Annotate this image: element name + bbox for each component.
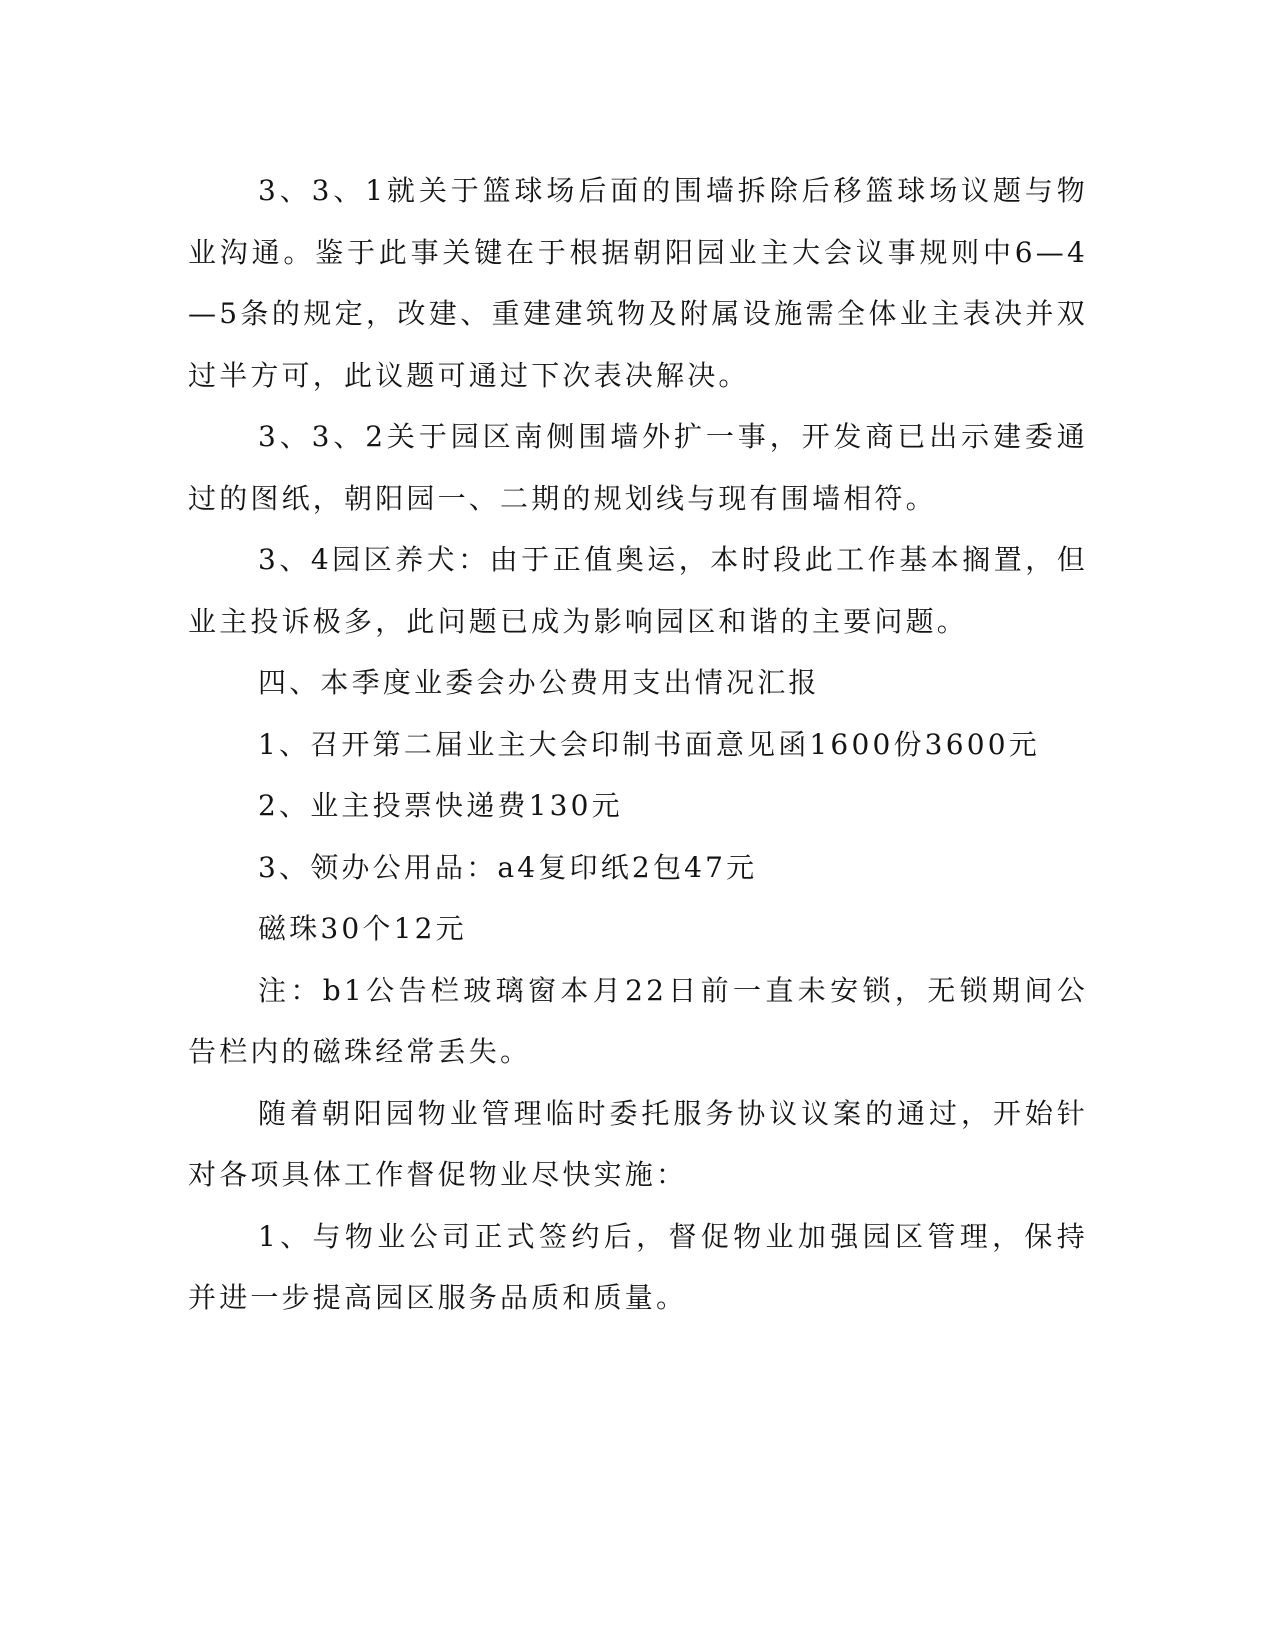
expense-item-1: 1、召开第二届业主大会印制书面意见函1600份3600元 (258, 727, 1040, 761)
paragraph-agreement-intro: 随着朝阳园物业管理临时委托服务协议议案的通过，开始针对各项具体工作督促物业尽快实施： (188, 1096, 1088, 1191)
expense-item-3: 3、领办公用品：a4复印纸2包47元 (258, 850, 758, 884)
paragraph-3-4: 3、4园区养犬：由于正值奥运，本时段此工作基本搁置，但业主投诉极多，此问题已成为影响园区和谐的主要问题。 (188, 543, 1088, 638)
section-heading-expenses: 四、本季度业委会办公费用支出情况汇报 (258, 666, 820, 699)
note-paragraph: 注：b1公告栏玻璃窗本月22日前一直未安锁，无锁期间公告栏内的磁珠经常丢失。 (188, 973, 1088, 1068)
paragraph-3-3-2: 3、3、2关于园区南侧围墙外扩一事，开发商已出示建委通过的图纸，朝阳园一、二期的规划线与现有围墙相符。 (188, 420, 1088, 515)
document-body (188, 160, 1088, 1329)
expense-item-2: 2、业主投票快递费130元 (258, 789, 623, 822)
paragraph-3-3-1: 3、3、1就关于篮球场后面的围墙拆除后移篮球场议题与物业沟通。鉴于此事关键在于根据朝阳园业主大会议事规则中6—4—5条的规定，改建、重建建筑物及附属设施需全体业主表决并双过半方可，此议题可通过下次表决解决。 (188, 174, 1088, 392)
paragraph-task-1: 1、与物业公司正式签约后，督促物业加强园区管理，保持并进一步提高园区服务品质和质量。 (188, 1219, 1088, 1314)
expense-item-3-sub: 磁珠30个12元 (258, 912, 467, 945)
